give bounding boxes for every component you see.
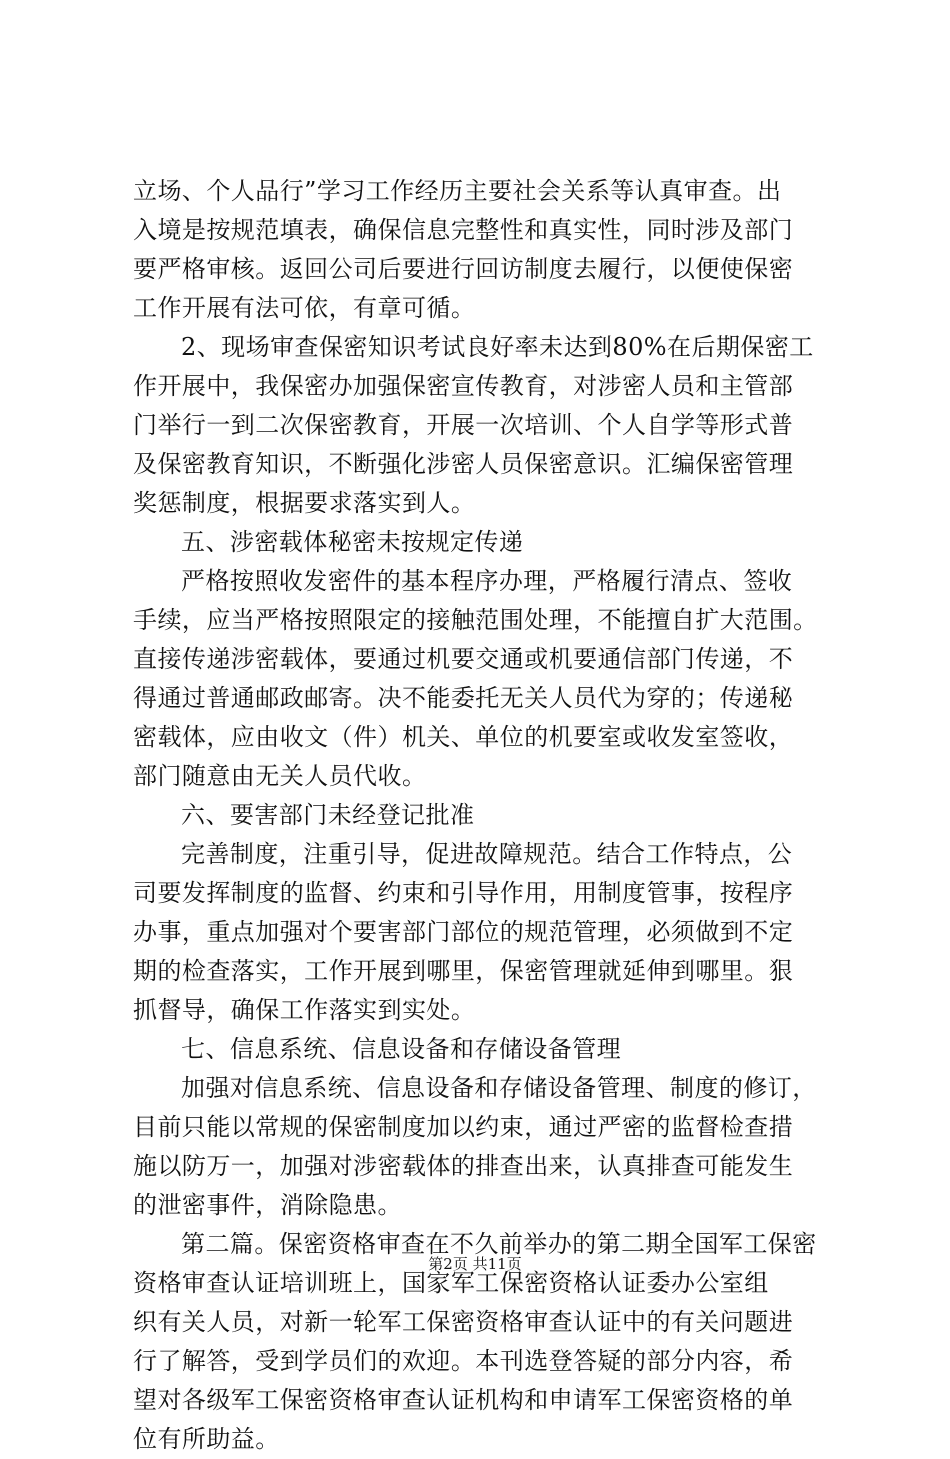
section-heading: 七、信息系统、信息设备和存储设备管理 xyxy=(181,1035,622,1063)
page-indicator: 第2页 共11页 xyxy=(428,1255,522,1273)
paragraph-line: 加强对信息系统、信息设备和存储设备管理、制度的修订， xyxy=(181,1074,817,1102)
paragraph-line: 手续，应当严格按照限定的接触范围处理，不能擅自扩大范围。 xyxy=(133,606,818,634)
paragraph-line: 直接传递涉密载体，要通过机要交通或机要通信部门传递，不 xyxy=(133,645,794,673)
paragraph-line: 工作开展有法可依，有章可循。 xyxy=(133,294,476,322)
paragraph-line: 部门随意由无关人员代收。 xyxy=(133,762,427,790)
paragraph-line: 作开展中，我保密办加强保密宣传教育，对涉密人员和主管部 xyxy=(133,372,794,400)
paragraph-line: 位有所助益。 xyxy=(133,1425,280,1453)
paragraph-line: 期的检查落实，工作开展到哪里，保密管理就延伸到哪里。狠 xyxy=(133,957,794,985)
paragraph-line: 门举行一到二次保密教育，开展一次培训、个人自学等形式普 xyxy=(133,411,794,439)
paragraph-line: 及保密教育知识，不断强化涉密人员保密意识。汇编保密管理 xyxy=(133,450,794,478)
paragraph-line: 抓督导，确保工作落实到实处。 xyxy=(133,996,476,1024)
paragraph-line: 奖惩制度，根据要求落实到人。 xyxy=(133,489,476,517)
paragraph-line: 资格审查认证培训班上，国家军工保密资格认证委办公室组 xyxy=(133,1269,769,1297)
paragraph-line: 的泄密事件，消除隐患。 xyxy=(133,1191,402,1219)
paragraph-line: 施以防万一，加强对涉密载体的排查出来，认真排查可能发生 xyxy=(133,1152,794,1180)
paragraph-line: 办事，重点加强对个要害部门部位的规范管理，必须做到不定 xyxy=(133,918,794,946)
paragraph-line: 要严格审核。返回公司后要进行回访制度去履行，以便使保密 xyxy=(133,255,794,283)
paragraph-line: 目前只能以常规的保密制度加以约束，通过严密的监督检查措 xyxy=(133,1113,794,1141)
paragraph-line: 行了解答，受到学员们的欢迎。本刊选登答疑的部分内容，希 xyxy=(133,1347,794,1375)
paragraph-line: 密载体，应由收文（件）机关、单位的机要室或收发室签收， xyxy=(133,723,794,751)
paragraph-line: 望对各级军工保密资格审查认证机构和申请军工保密资格的单 xyxy=(133,1386,794,1414)
paragraph-line: 司要发挥制度的监督、约束和引导作用，用制度管事，按程序 xyxy=(133,879,794,907)
section-heading: 五、涉密载体秘密未按规定传递 xyxy=(181,528,524,556)
paragraph-line: 入境是按规范填表，确保信息完整性和真实性，同时涉及部门 xyxy=(133,216,794,244)
paragraph-line: 第二篇。保密资格审查在不久前举办的第二期全国军工保密 xyxy=(181,1230,817,1258)
paragraph-line: 立场、个人品行”学习工作经历主要社会关系等认真审查。出 xyxy=(133,177,782,205)
paragraph-line: 织有关人员，对新一轮军工保密资格审查认证中的有关问题进 xyxy=(133,1308,794,1336)
paragraph-line: 得通过普通邮政邮寄。决不能委托无关人员代为穿的；传递秘 xyxy=(133,684,794,712)
paragraph-line: 2、现场审查保密知识考试良好率未达到80%在后期保密工 xyxy=(181,333,814,361)
paragraph-line: 严格按照收发密件的基本程序办理，严格履行清点、签收 xyxy=(181,567,793,595)
section-heading: 六、要害部门未经登记批准 xyxy=(181,801,475,829)
page-footer xyxy=(0,1254,950,1274)
paragraph-line: 完善制度，注重引导，促进故障规范。结合工作特点，公 xyxy=(181,840,793,868)
